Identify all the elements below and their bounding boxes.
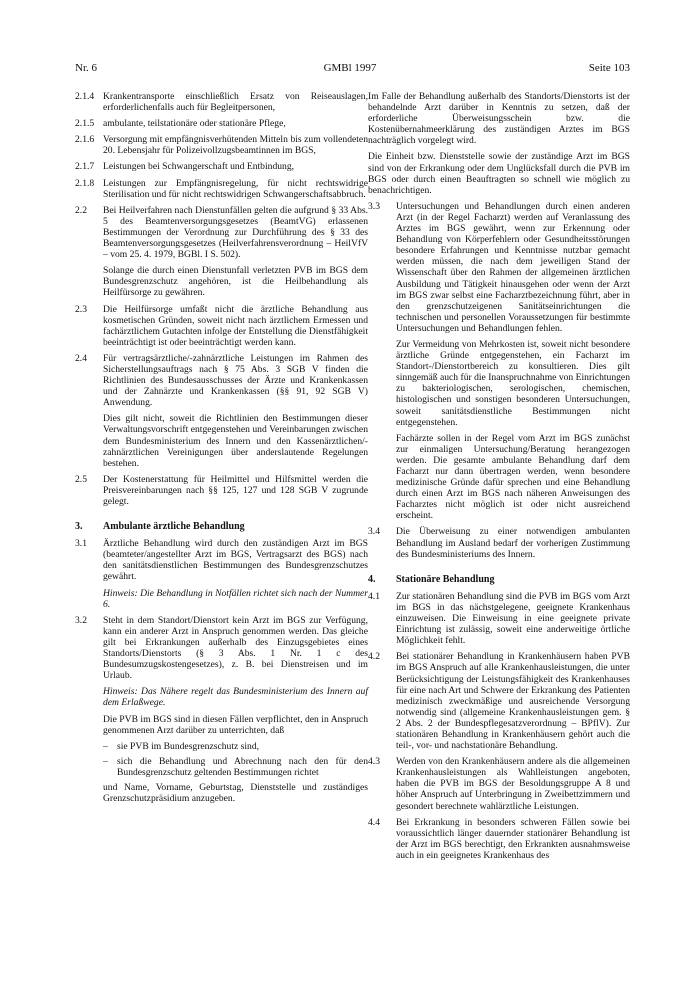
item-number: 3.3 (368, 200, 380, 212)
item-text: Zur stationären Behandlung sind die PVB im BGS vom Arzt im BGS in das nächstgelegene, geeignete Krankenhaus einzuweisen. Die Einweisung in eine geeignete private Einrichtung ist zulässig, soweit eine anderweitige örtliche Möglichkeit fehlt. (396, 590, 630, 647)
item-text: Bei stationärer Behandlung in Krankenhäusern haben PVB im BGS Anspruch auf alle Krankenhausleistungen, die unter Berücksichtigung der Leistungsfähigkeit des Krankenhauses für eine nach Art und Schwere der Erkrankung des Patienten medizinisch zweckmäßige und ausreichende Versorgung notwendig sind (allgemeine Krankenhausleistungen gem. § 2 Abs. 2 der Bundespflegesatzverordnung – BPflV). Zur stationären Behandlung in Krankenhäusern gehört auch die teil-, vor- und nachstationäre Behandlung. (396, 651, 630, 752)
item-2-4 (75, 353, 368, 408)
item-text: Die Heilfürsorge umfaßt nicht die ärztliche Behandlung aus kosmetischen Gründen, soweit nicht nach ärztlichem Ermessen und fachärztlichem Gutachten infolge der Entstellung die Dienstfähigkeit beeinträchtigt ist oder beeinträchtigt werden kann. (103, 303, 368, 348)
item-number: 2.4 (75, 352, 87, 364)
item-4-4 (368, 817, 630, 861)
right-column (368, 91, 630, 866)
item-3-2 (75, 615, 368, 682)
item-number: 2.1.6 (75, 134, 95, 146)
item-number: 4.4 (368, 816, 380, 828)
item-text: Werden von den Krankenhäusern andere als die allgemeinen Krankenhausleistungen als Wahlleistungen angeboten, haben die PVB im BGS der Besoldungsgruppe A 8 und höher Anspruch auf Unterbringung in Zweibettzimmern und gesondert berechnete wahlärztliche Leistungen. (396, 756, 630, 812)
item-text: Die Überweisung zu einer notwendigen ambulanten Behandlung im Ausland bedarf der vorherigen Zustimmung des Bundesministeriums des Innern. (396, 526, 630, 560)
item-2-1-7 (75, 161, 368, 172)
bullet-dash: – (103, 755, 108, 767)
item-text: Der Kostenerstattung für Heilmittel und Hilfsmittel werden die Preisvereinbarungen nach §§ 125, 127 und 128 SGB V zugrunde gelegt. (103, 473, 368, 507)
header-publication: GMBl 1997 (323, 62, 377, 74)
item-3-1 (75, 538, 368, 582)
paragraph-3-2-obligation: Die PVB im BGS sind in diesen Fällen verpflichtet, den in Anspruch genommenen Arzt darüber zu unterrichten, daß (103, 713, 368, 736)
section-number: 3. (75, 521, 83, 533)
paragraph-3-3-c: Fachärzte sollen in der Regel vom Arzt im BGS zunächst zur einmaligen Untersuchung/Beratung herangezogen werden. Die gesamte ambulante Behandlung darf dem Facharzt nur dann übertragen werden, wenn besondere medizinische Gründe dafür sprechen und eine Behandlung durch einen Arzt im BGS nach näheren Anweisungen des Facharztes nicht möglich ist oder nicht ausreichend erscheint. (396, 432, 630, 522)
item-2-1-6 (75, 134, 368, 156)
left-column (75, 91, 368, 809)
section-heading-3 (75, 521, 368, 532)
paragraph-2-4-continued: Dies gilt nicht, soweit die Richtlinien den Bestimmungen dieser Verwaltungsvorschrift entgegenstehen und Vereinbarungen zwischen dem Bundesministerium des Innern und den Kassenärztlichen/-zahnärztlichen Vereinigungen über anderslautende Regelungen bestehen. (103, 413, 368, 469)
item-text: Untersuchungen und Behandlungen durch einen anderen Arzt (in der Regel Facharzt) werden auf Veranlassung des Arztes im BGS gewährt, wenn zur Erkennung oder Behandlung von Körperfehlern oder Gesundheitsstörungen besondere Erfahrungen und Kenntnisse nutzbar gemacht werden müssen, die nach dem jeweiligen Stand der Wissenschaft über den Rahmen der allgemeinen ärztlichen Ausbildung und Tätigkeit hinausgehen oder wenn der Arzt im BGS zwar selbst eine Facharztbezeichnung führt, aber in den grenzschutzeigenen Sanitätseinrichtungen die technischen und personellen Voraussetzungen für bestimmte Untersuchungen und Behandlungen fehlen. (396, 200, 630, 334)
section-title: Stationäre Behandlung (396, 573, 495, 585)
header-page-number: Seite 103 (588, 62, 630, 74)
item-number: 2.3 (75, 303, 87, 315)
item-number: 3.4 (368, 526, 380, 538)
paragraph-3-2-final: und Name, Vorname, Geburtstag, Dienststelle und zuständiges Grenzschutzpräsidium anzugeben. (103, 781, 368, 805)
paragraph-2-2-continued: Solange die durch einen Dienstunfall verletzten PVB im BGS dem Bundesgrenzschutz angehören, ist die Heilbehandlung als Heilfürsorge zu gewähren. (103, 265, 368, 299)
item-number: 2.1.5 (75, 118, 95, 130)
section-heading-4 (368, 574, 630, 585)
item-4-3 (368, 756, 630, 811)
item-text: Leistungen bei Schwangerschaft und Entbindung, (103, 161, 295, 173)
section-number: 4. (368, 573, 376, 585)
header-issue-number: Nr. 6 (75, 62, 97, 74)
item-number: 2.5 (75, 473, 87, 485)
item-text: Bei Erkrankung in besonders schweren Fällen sowie bei voraussichtlich länger dauernder stationärer Behandlung ist der Arzt im BGS berechtigt, den Erkrankten ausnahmsweise auch in ein geeignetes Krankenhaus des (396, 816, 630, 861)
item-text: Bei Heilverfahren nach Dienstunfällen gelten die aufgrund § 33 Abs. 5 des Beamtenversorgungsgesetzes (BeamtVG) erlassenen Bestimmungen der Verordnung zur Durchführung des § 33 des Beamtenversorgungsgesetzes (Heilverfahrensverordnung – HeilVfV – vom 25. 4. 1979, BGBl. I S. 502). (103, 204, 368, 261)
list-item-text: sie PVB im Bundesgrenzschutz sind, (117, 740, 260, 752)
section-title: Ambulante ärztliche Behandlung (103, 521, 245, 533)
item-2-2 (75, 205, 368, 260)
item-number: 3.2 (75, 614, 87, 626)
bullet-dash: – (103, 740, 108, 752)
item-text: Für vertragsärztliche/-zahnärztliche Leistungen im Rahmen des Sicherstellungsauftrags nach § 75 Abs. 3 SGB V finden die Richtlinien des Bundesausschusses der Ärzte und Krankenkassen und der Zahnärzte und Krankenkassen (§§ 91, 92 SGB V) Anwendung. (103, 352, 368, 409)
item-2-1-8 (75, 178, 368, 200)
hint-3-1: Hinweis: Die Behandlung in Notfällen richtet sich nach der Nummer 6. (103, 587, 368, 610)
item-text: ambulante, teilstationäre oder stationäre Pflege, (103, 118, 286, 130)
list-item (103, 741, 368, 752)
hint-3-2: Hinweis: Das Nähere regelt das Bundesministerium des Innern auf dem Erlaßwege. (103, 686, 368, 709)
item-2-1-4 (75, 91, 368, 113)
item-number: 2.2 (75, 204, 87, 216)
item-4-1 (368, 591, 630, 646)
item-text: Versorgung mit empfängnisverhütenden Mitteln bis zum vollendeten 20. Lebensjahr für Polizeivollzugsbeamtinnen im BGS, (103, 134, 368, 157)
paragraph-3-3-b: Zur Vermeidung von Mehrkosten ist, soweit nicht besondere ärztliche Gründe entgegenstehen, ein Facharzt im Standort-/Dienstortbereich zu konsultieren. Dies gilt sinngemäß auch für die Inanspruchnahme von Einrichtungen zu bakteriologischen, serologischen, chemischen, histologischen und sonstigen besonderen Untersuchungen, soweit sanitätsdienstliche Bestimmungen nicht entgegenstehen. (396, 338, 630, 428)
item-text: Krankentransporte einschließlich Ersatz von Reiseauslagen, erforderlichenfalls auch für Begleitpersonen, (103, 91, 368, 114)
item-number: 4.3 (368, 756, 380, 768)
item-2-1-5 (75, 118, 368, 129)
item-number: 2.1.8 (75, 177, 95, 189)
paragraph-3-2-continued-2: Die Einheit bzw. Dienststelle sowie der zuständige Arzt im BGS sind von der Erkrankung oder dem Unglücksfall durch die PVB im BGS oder durch einen Beauftragten so schnell wie möglich zu benachrichtigen. (368, 151, 630, 196)
item-number: 2.1.4 (75, 91, 95, 102)
paragraph-3-2-continued-1: Im Falle der Behandlung außerhalb des Standorts/Dienstorts ist der behandelnde Arzt darüber in Kenntnis zu setzen, daß der erforderliche Überweisungsschein bzw. die Kostenübernahmeerklärung des zuständigen Arztes im BGS nachträglich vorgelegt wird. (368, 91, 630, 147)
item-number: 2.1.7 (75, 161, 95, 173)
item-2-3 (75, 304, 368, 348)
item-number: 4.1 (368, 590, 380, 602)
item-text: Steht in dem Standort/Dienstort kein Arzt im BGS zur Verfügung, kann ein anderer Arzt in Anspruch genommen werden. Das gleiche gilt bei Erkrankungen außerhalb des Einzugsgebietes eines Standorts/Dienstorts (§ 3 Abs. 1 Nr. 1 c des Bundesumzugskostengesetzes), z. B. bei Dienstreisen und im Urlaub. (103, 614, 368, 682)
item-text: Ärztliche Behandlung wird durch den zuständigen Arzt im BGS (beamteter/angestellter Arzt im BGS, Vertragsarzt des BGS) nach den sanitätsdienstlichen Bestimmungen des Bundesgrenzschutzes gewährt. (103, 538, 368, 583)
item-3-4 (368, 526, 630, 559)
item-text: Leistungen zur Empfängnisregelung, für nicht rechtswidrige Sterilisation und für nicht rechtswidrigen Schwangerschaftsabbruch. (103, 177, 368, 200)
list-item-text: sich die Behandlung und Abrechnung nach den für den Bundesgrenzschutz geltenden Bestimmungen richtet (117, 755, 368, 778)
item-3-3 (368, 201, 630, 334)
item-number: 4.2 (368, 651, 380, 663)
item-4-2 (368, 651, 630, 751)
item-number: 3.1 (75, 538, 87, 550)
item-2-5 (75, 474, 368, 507)
list-item (103, 756, 368, 778)
